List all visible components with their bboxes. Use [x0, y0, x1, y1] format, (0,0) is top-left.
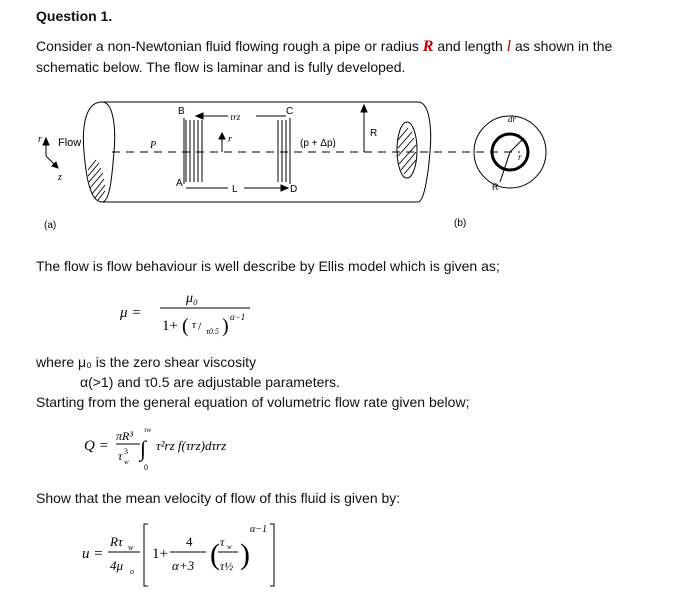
- svg-text:4μ: 4μ: [110, 558, 124, 573]
- radius-r-arrow: [219, 133, 225, 152]
- radius-R-label: R: [370, 128, 378, 139]
- corner-C: C: [286, 106, 294, 117]
- radius-R-arrow: [361, 105, 367, 152]
- svg-text:/: /: [198, 319, 202, 333]
- question-title: Question 1.: [36, 8, 113, 24]
- panel-b-label: (b): [454, 218, 467, 229]
- flow-label: Flow: [58, 137, 82, 149]
- length-L-label: L: [232, 184, 238, 195]
- intro-text-3: as shown in the schematic below. The flow is laminar and is fully developed.: [36, 38, 613, 75]
- svg-text:α−1: α−1: [250, 524, 267, 535]
- cross-section-r-label: r: [518, 152, 522, 162]
- ellis-intro-text: The flow is flow behaviour is well describe by Ellis model which is given as;: [36, 258, 500, 274]
- svg-text:3: 3: [124, 447, 128, 456]
- pressure-p-dp-label: (p + Δp): [300, 138, 336, 149]
- svg-text:o: o: [130, 567, 134, 576]
- pipe-right-hatching: [398, 128, 416, 174]
- coordinate-axes: [43, 138, 58, 168]
- svg-text:): ): [240, 538, 250, 571]
- z-axis-label: z: [58, 172, 62, 183]
- shear-stress-arrow: [196, 113, 286, 119]
- svg-text:τ: τ: [118, 449, 123, 463]
- corner-D: D: [290, 184, 298, 195]
- ellis-equation: [120, 286, 280, 342]
- r-axis-label: r: [38, 134, 42, 145]
- svg-text:u =: u =: [82, 546, 104, 562]
- svg-text:τ0.5: τ0.5: [206, 327, 219, 336]
- svg-text:α−1: α−1: [230, 312, 246, 322]
- svg-text:τ²rz f(τrz)dτrz: τ²rz f(τrz)dτrz: [156, 438, 227, 453]
- pipe-left-hatching: [88, 160, 105, 200]
- svg-text:τ½: τ½: [220, 559, 234, 573]
- svg-text:τ: τ: [192, 319, 196, 331]
- svg-text:τw: τw: [144, 426, 152, 434]
- radius-r-label: r: [228, 134, 232, 145]
- intro-text-2: and length: [433, 38, 507, 54]
- svg-text:μ =: μ =: [120, 305, 142, 321]
- cross-section-dr-label: dr: [508, 114, 517, 124]
- panel-a-label: (a): [44, 220, 57, 231]
- pressure-arrows-right: [278, 120, 286, 182]
- svg-text:(: (: [210, 538, 220, 571]
- pipe-schematic-figure: [0, 90, 697, 240]
- svg-text:∫: ∫: [140, 436, 147, 461]
- pressure-arrows-left: [186, 120, 202, 182]
- svg-text:Q =: Q =: [84, 438, 109, 454]
- svg-text:τ: τ: [220, 535, 225, 549]
- svg-text:πR³: πR³: [116, 429, 133, 443]
- control-volume: [184, 118, 290, 184]
- mean-velocity-equation: [82, 516, 322, 596]
- svg-text:): ): [222, 315, 229, 337]
- pressure-p-label: P: [150, 140, 157, 151]
- svg-text:α+3: α+3: [172, 558, 195, 573]
- svg-text:Rτ: Rτ: [110, 534, 123, 549]
- where-line: where μ₀ is the zero shear viscosity: [36, 354, 257, 370]
- flow-rate-equation: [84, 418, 284, 476]
- corner-B: B: [178, 106, 185, 117]
- svg-text:w: w: [124, 458, 129, 466]
- show-line: Show that the mean velocity of flow of this fluid is given by:: [36, 490, 401, 506]
- cross-section-R-label: R: [492, 182, 499, 192]
- svg-text:μ₀: μ₀: [186, 291, 198, 306]
- length-symbol: l: [506, 38, 512, 55]
- parameters-line: α(>1) and τ0.5 are adjustable parameters.: [80, 374, 340, 390]
- svg-text:w: w: [128, 543, 134, 552]
- svg-text:0: 0: [144, 463, 148, 472]
- intro-text-1: Consider a non-Newtonian fluid flowing rough a pipe or radius: [36, 38, 423, 54]
- cross-section-view: [474, 116, 546, 188]
- starting-line: Starting from the general equation of volumetric flow rate given below;: [36, 394, 470, 410]
- svg-text:1+: 1+: [162, 318, 178, 334]
- svg-text:1+: 1+: [152, 546, 168, 562]
- svg-text:(: (: [182, 315, 189, 337]
- svg-text:w: w: [227, 543, 232, 551]
- svg-text:4: 4: [186, 534, 193, 549]
- shear-stress-label: τrz: [230, 112, 241, 122]
- problem-statement: [36, 36, 666, 77]
- corner-A: A: [176, 178, 183, 189]
- radius-symbol: R: [422, 38, 434, 55]
